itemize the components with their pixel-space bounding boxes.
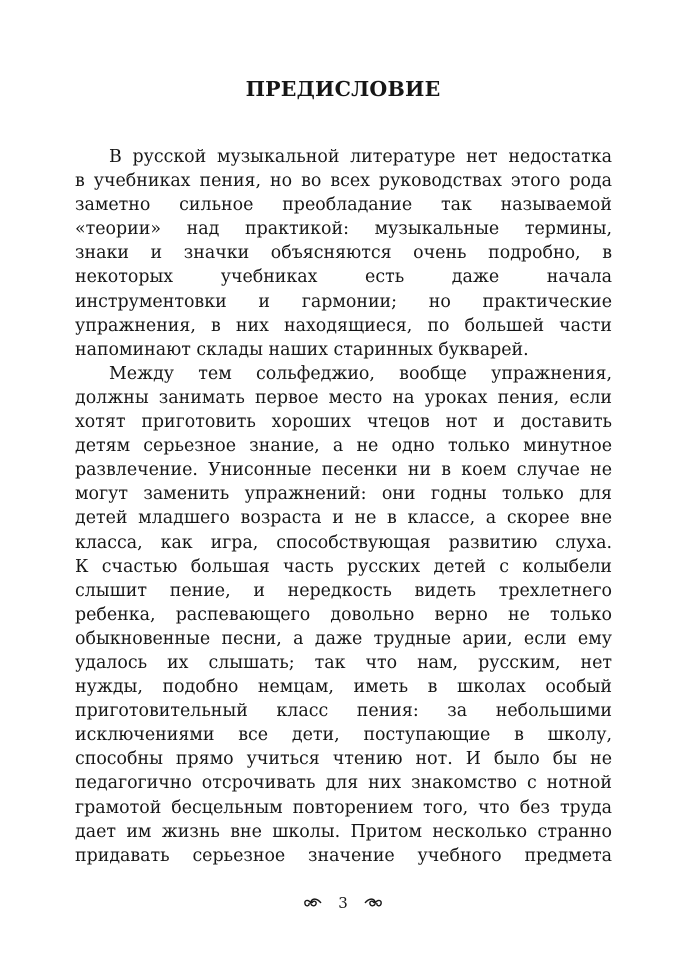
text-line: грамотой бесцельным повторением того, что без труда bbox=[75, 797, 612, 818]
right-ornament-icon bbox=[363, 894, 383, 913]
text-line: К счастью большая часть русских детей с колыбели bbox=[75, 556, 612, 577]
text-line: могут заменить упражнений: они годны только для bbox=[75, 484, 612, 505]
page-title: ПРЕДИСЛОВИЕ bbox=[245, 77, 441, 101]
left-ornament-icon bbox=[303, 894, 323, 913]
text-line: удалось их слышать; так что нам, русским, нет bbox=[75, 652, 612, 673]
text-line: дает им жизнь вне школы. Притом несколько странно bbox=[75, 821, 612, 842]
text-line: должны занимать первое место на уроках пения, если bbox=[75, 387, 612, 408]
text-line: напоминают склады наших старинных букварей. bbox=[75, 339, 529, 360]
page-number: 3 bbox=[338, 894, 348, 912]
text-line: развлечение. Унисонные песенки ни в коем случае не bbox=[75, 460, 612, 481]
text-line: детям серьезное знание, а не одно только минутное bbox=[75, 436, 612, 457]
right-ornament-svg bbox=[363, 897, 383, 909]
page-footer bbox=[0, 893, 686, 913]
text-line: В русской музыкальной литературе нет недостатка bbox=[109, 147, 612, 167]
body-text bbox=[75, 145, 612, 868]
text-line: класса, как игра, способствующая развитию слуха. bbox=[75, 532, 612, 553]
text-line: обыкновенные песни, а даже трудные арии, если ему bbox=[75, 628, 612, 649]
text-line: инструментовки и гармонии; но практические bbox=[75, 291, 612, 312]
text-line: приготовительный класс пения: за небольшими bbox=[75, 701, 612, 722]
text-line: детей младшего возраста и не в классе, а скорее вне bbox=[75, 508, 612, 529]
text-line: заметно сильное преобладание так называемой bbox=[75, 195, 612, 216]
text-line: исключениями все дети, поступающие в школу, bbox=[75, 725, 612, 746]
text-line: нужды, подобно немцам, иметь в школах особый bbox=[75, 677, 612, 698]
text-line: придавать серьезное значение учебного предмета bbox=[75, 845, 612, 866]
text-line: «теории» над практикой: музыкальные термины, bbox=[75, 219, 612, 240]
text-line: знаки и значки объясняются очень подробно, в bbox=[75, 243, 612, 264]
text-line: в учебниках пения, но во всех руководствах этого рода bbox=[75, 171, 612, 192]
left-ornament-svg bbox=[303, 897, 323, 909]
text-line: некоторых учебниках есть даже начала bbox=[75, 267, 612, 288]
text-line: упражнения, в них находящиеся, по большей части bbox=[75, 315, 612, 336]
text-line: ребенка, распевающего довольно верно не только bbox=[75, 604, 612, 625]
paragraph-2 bbox=[75, 362, 612, 868]
text-line: хотят приготовить хороших чтецов нот и доставить bbox=[75, 412, 612, 433]
text-line: способны прямо учиться чтению нот. И было бы не bbox=[75, 749, 612, 770]
text-line: педагогично отсрочивать для них знакомство с нотной bbox=[75, 773, 612, 794]
paragraph-1 bbox=[75, 145, 612, 362]
text-line: слышит пение, и нередкость видеть трехлетнего bbox=[75, 580, 612, 601]
text-line: Между тем сольфеджио, вообще упражнения, bbox=[109, 363, 612, 384]
